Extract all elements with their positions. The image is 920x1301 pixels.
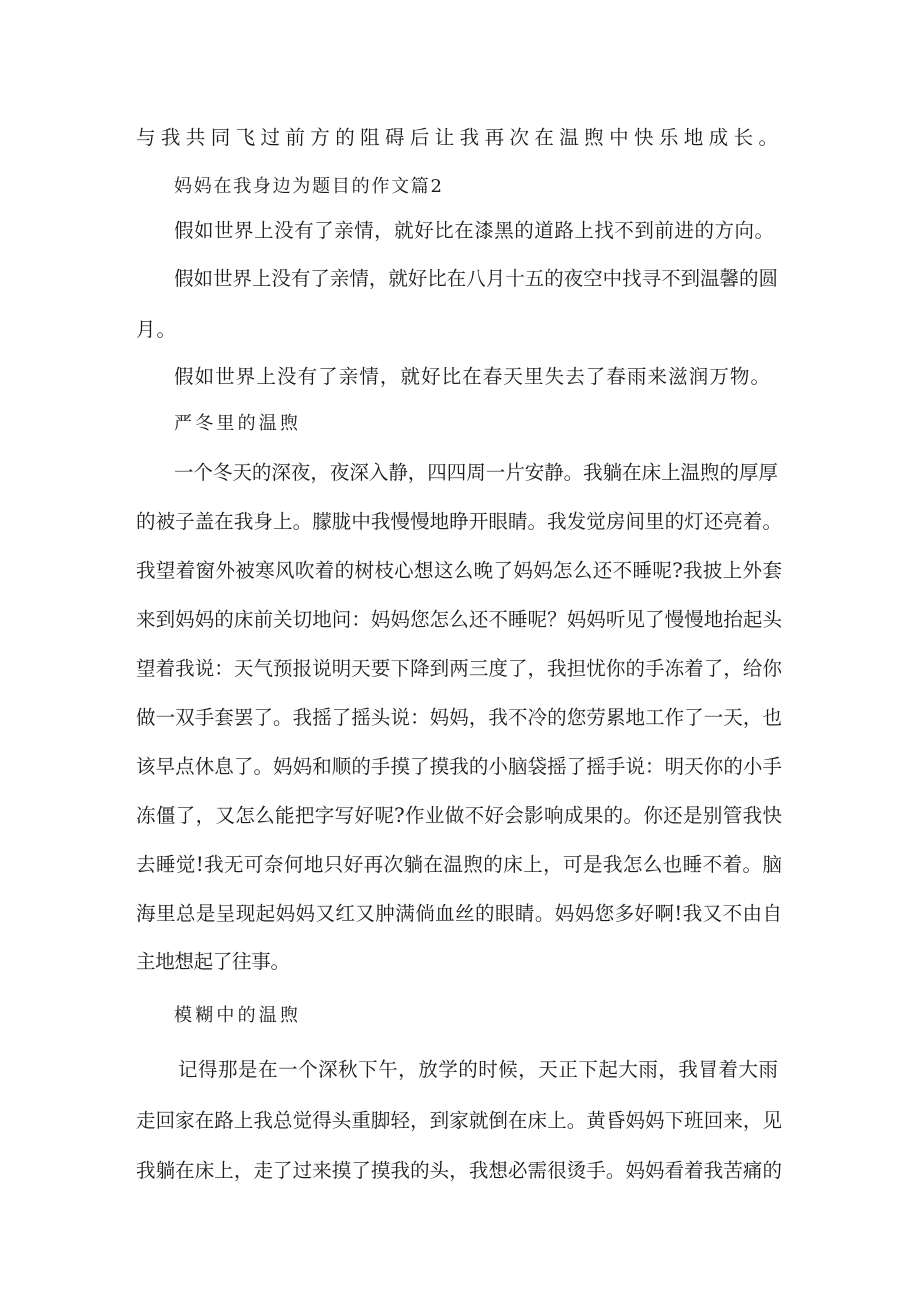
text-line: 冻僵了，又怎么能把字写好呢?作业做不好会影响成果的。你还是别管我快: [136, 804, 783, 827]
text-line: 记得那是在一个深秋下午，放学的时候，天正下起大雨，我冒着大雨: [178, 1058, 779, 1081]
text-line: 一个冬天的深夜，夜深入静，四四周一片安静。我躺在床上温煦的厚厚: [174, 461, 778, 484]
text-line: 假如世界上没有了亲情，就好比在漆黑的道路上找不到前进的方向。: [174, 219, 775, 242]
text-line: 主地想起了往事。: [136, 950, 290, 973]
section-title: 妈妈在我身边为题目的作文篇2: [174, 176, 444, 197]
text-line: 月。: [136, 318, 177, 341]
text-line: 的被子盖在我身上。朦胧中我慢慢地睁开眼睛。我发觉房间里的灯还亮着。: [136, 510, 783, 533]
text-line: 来到妈妈的床前关切地问：妈妈您怎么还不睡呢？妈妈听见了慢慢地抬起头: [136, 608, 783, 631]
text-line: 假如世界上没有了亲情，就好比在春天里失去了春雨来滋润万物。: [174, 365, 772, 388]
text-line: 假如世界上没有了亲情，就好比在八月十五的夜空中找寻不到温馨的圆: [174, 267, 778, 290]
section-title: 模糊中的温煦: [174, 1005, 302, 1026]
text-line: 该早点休息了。妈妈和顺的手摸了摸我的小脑袋摇了摇手说：明天你的小手: [136, 755, 783, 778]
text-line: 我躺在床上，走了过来摸了摸我的头，我想必需很烫手。妈妈看着我苦痛的: [136, 1159, 783, 1182]
text-line: 与我共同飞过前方的阻碍后让我再次在温煦中快乐地成长。: [136, 126, 784, 149]
text-line: 我望着窗外被寒风吹着的树枝心想这么晚了妈妈怎么还不睡呢?我披上外套: [136, 559, 783, 582]
text-line: 走回家在路上我总觉得头重脚轻，到家就倒在床上。黄昏妈妈下班回来，见: [136, 1109, 783, 1132]
text-line: 望着我说：天气预报说明天要下降到两三度了，我担忧你的手冻着了，给你: [136, 657, 783, 680]
text-line: 海里总是呈现起妈妈又红又肿满倘血丝的眼睛。妈妈您多好啊!我又不由自: [136, 902, 783, 925]
section-title: 严冬里的温煦: [174, 413, 302, 434]
text-line: 去睡觉!我无可奈何地只好再次躺在温煦的床上，可是我怎么也睡不着。脑: [136, 853, 783, 876]
text-line: 做一双手套罢了。我摇了摇头说：妈妈，我不冷的您劳累地工作了一天，也: [136, 706, 783, 729]
